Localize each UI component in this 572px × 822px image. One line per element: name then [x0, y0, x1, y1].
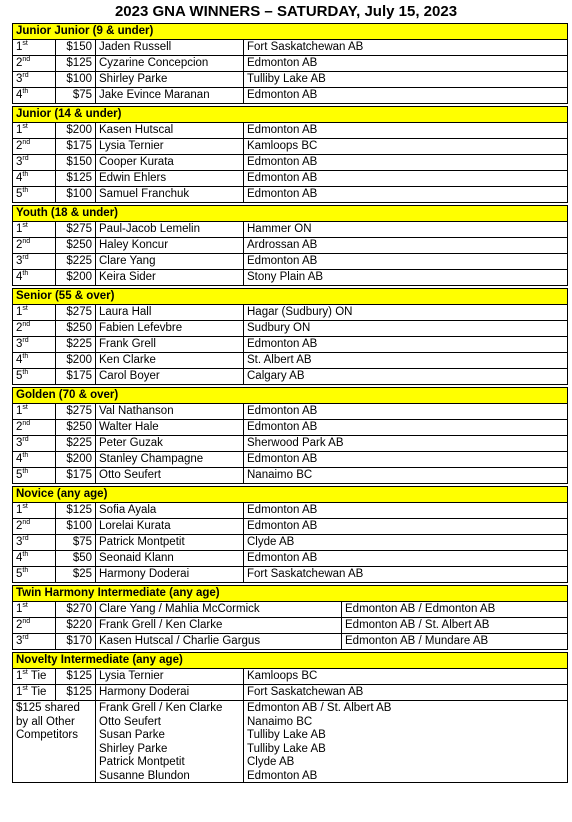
winner-name: Shirley Parke [96, 72, 244, 88]
tie-label: Tie [27, 686, 47, 698]
table-row [13, 72, 568, 88]
page-title: 2023 GNA WINNERS – SATURDAY, July 15, 2023 [114, 3, 458, 20]
table-row [13, 56, 568, 72]
table-row [13, 618, 568, 634]
place-cell [13, 618, 56, 634]
section-header: Golden (70 & over) [13, 388, 568, 404]
winner-location: Hagar (Sudbury) ON [244, 305, 568, 321]
winner-location: Edmonton AB [244, 254, 568, 270]
prize-amount: $175 [56, 369, 96, 385]
table-row [13, 420, 568, 436]
winner-location: Clyde AB [244, 535, 568, 551]
place-number: 3 [16, 536, 23, 548]
place-suffix: st [22, 222, 28, 230]
table-row [13, 139, 568, 155]
place-number: 1 [16, 504, 23, 516]
place-suffix: st [22, 123, 28, 131]
prize-amount: $175 [56, 468, 96, 484]
winner-name: Kasen Hutscal / Charlie Gargus [96, 634, 342, 650]
table-row [13, 123, 568, 139]
section-header: Senior (55 & over) [13, 289, 568, 305]
prize-amount: $200 [56, 353, 96, 369]
place-number: 2 [16, 239, 23, 251]
table-row [13, 270, 568, 286]
place-cell [13, 305, 56, 321]
prize-amount: $100 [56, 187, 96, 203]
winners-list [12, 23, 567, 783]
place-number: 5 [16, 188, 23, 200]
winner-location: Hammer ON [244, 222, 568, 238]
place-cell [13, 503, 56, 519]
place-number: 1 [16, 306, 23, 318]
place-number: 1 [16, 124, 23, 136]
place-suffix: th [22, 171, 29, 179]
place-suffix: st [22, 40, 28, 48]
place-number: 5 [16, 568, 23, 580]
place-cell [13, 123, 56, 139]
winner-name: Laura Hall [96, 305, 244, 321]
shared-label-line: Competitors [16, 729, 78, 741]
place-number: 1 [16, 405, 23, 417]
winner-location: Edmonton AB [244, 56, 568, 72]
prize-amount: $125 [56, 56, 96, 72]
prize-amount: $275 [56, 404, 96, 420]
winner-location: Sudbury ON [244, 321, 568, 337]
section-header: Junior Junior (9 & under) [13, 24, 568, 40]
section-header-row [13, 206, 568, 222]
prize-amount: $220 [56, 618, 96, 634]
winner-name: Harmony Doderai [96, 685, 244, 701]
place-suffix: nd [22, 139, 31, 147]
place-suffix: nd [22, 238, 31, 246]
table-row [13, 551, 568, 567]
place-number: 3 [16, 156, 23, 168]
winner-name: Otto Seufert [96, 468, 244, 484]
prize-amount: $100 [56, 519, 96, 535]
table-row [13, 436, 568, 452]
place-cell [13, 404, 56, 420]
table-row [13, 353, 568, 369]
place-suffix: th [22, 452, 29, 460]
winner-name: Frank Grell / Ken Clarke [96, 618, 342, 634]
place-cell [13, 567, 56, 583]
winner-name: Cyzarine Concepcion [96, 56, 244, 72]
winner-location: Nanaimo BC [247, 715, 313, 728]
place-number: 2 [16, 421, 23, 433]
place-suffix: st [22, 685, 28, 693]
place-suffix: nd [22, 519, 31, 527]
prize-amount: $275 [56, 222, 96, 238]
table-row [13, 369, 568, 385]
winner-location: Edmonton AB [244, 503, 568, 519]
place-suffix: st [22, 305, 28, 313]
place-number: 4 [16, 172, 23, 184]
section-header-row [13, 586, 568, 602]
results-section [12, 387, 568, 484]
prize-amount: $200 [56, 452, 96, 468]
winner-name: Cooper Kurata [96, 155, 244, 171]
place-suffix: nd [22, 321, 31, 329]
section-header-row [13, 487, 568, 503]
place-number: 5 [16, 370, 23, 382]
place-number: 3 [16, 635, 23, 647]
section-header: Novice (any age) [13, 487, 568, 503]
place-suffix: rd [22, 254, 29, 262]
winner-location: Clyde AB [247, 756, 295, 768]
table-row [13, 155, 568, 171]
section-header: Twin Harmony Intermediate (any age) [13, 586, 568, 602]
winner-location: Edmonton AB [244, 404, 568, 420]
place-cell [13, 155, 56, 171]
table-row [13, 40, 568, 56]
section-header: Novelty Intermediate (any age) [13, 653, 568, 669]
shared-names [96, 701, 244, 783]
prize-amount: $250 [56, 420, 96, 436]
winner-location: Calgary AB [244, 369, 568, 385]
section-header-row [13, 653, 568, 669]
prize-amount: $175 [56, 139, 96, 155]
prize-amount: $250 [56, 238, 96, 254]
place-number: 5 [16, 469, 23, 481]
prize-amount: $125 [56, 503, 96, 519]
table-row [13, 634, 568, 650]
place-suffix: st [22, 503, 28, 511]
table-row [13, 305, 568, 321]
place-number: 2 [16, 322, 23, 334]
winner-name: Sofia Ayala [96, 503, 244, 519]
winner-name: Kasen Hutscal [96, 123, 244, 139]
winner-location: Edmonton AB [244, 123, 568, 139]
place-cell [13, 321, 56, 337]
winner-location: Kamloops BC [244, 139, 568, 155]
shared-prize-label [13, 701, 96, 783]
winner-location: Edmonton AB [244, 187, 568, 203]
place-cell [13, 171, 56, 187]
table-row [13, 468, 568, 484]
place-number: 3 [16, 437, 23, 449]
results-section [12, 106, 568, 203]
section-header-row [13, 107, 568, 123]
table-row [13, 452, 568, 468]
winner-name: Peter Guzak [96, 436, 244, 452]
place-suffix: th [22, 270, 29, 278]
prize-amount: $75 [56, 88, 96, 104]
place-cell [13, 369, 56, 385]
prize-amount: $125 [56, 171, 96, 187]
section-header: Junior (14 & under) [13, 107, 568, 123]
place-cell [13, 139, 56, 155]
place-suffix: nd [22, 420, 31, 428]
table-row [13, 254, 568, 270]
table-row [13, 321, 568, 337]
winner-location: Tulliby Lake AB [244, 72, 568, 88]
table-row [13, 171, 568, 187]
prize-amount: $125 [56, 669, 96, 685]
place-number: 4 [16, 271, 23, 283]
prize-amount: $25 [56, 567, 96, 583]
winner-location: Sherwood Park AB [244, 436, 568, 452]
winner-name: Lysia Ternier [96, 139, 244, 155]
winner-name: Paul-Jacob Lemelin [96, 222, 244, 238]
place-suffix: rd [22, 155, 29, 163]
place-suffix: th [22, 187, 29, 195]
winner-name: Susan Parke [99, 729, 165, 741]
place-cell [13, 40, 56, 56]
winner-location: Tulliby Lake AB [247, 729, 326, 741]
place-number: 2 [16, 140, 23, 152]
place-number: 1 [16, 223, 23, 235]
winner-location: Fort Saskatchewan AB [244, 685, 568, 701]
place-suffix: th [22, 353, 29, 361]
place-number: 4 [16, 552, 23, 564]
place-suffix: th [22, 567, 29, 575]
winner-name: Otto Seufert [99, 715, 162, 728]
place-cell [13, 551, 56, 567]
table-row [13, 519, 568, 535]
table-row [13, 222, 568, 238]
place-cell [13, 88, 56, 104]
winner-name: Frank Grell / Ken Clarke [99, 702, 223, 714]
winner-name: Walter Hale [96, 420, 244, 436]
winner-location: Tulliby Lake AB [247, 742, 326, 755]
winner-location: Edmonton AB [244, 551, 568, 567]
place-cell [13, 519, 56, 535]
place-cell [13, 436, 56, 452]
winner-name: Patrick Montpetit [96, 535, 244, 551]
winner-name: Val Nathanson [96, 404, 244, 420]
place-number: 2 [16, 57, 23, 69]
section-header: Youth (18 & under) [13, 206, 568, 222]
winner-location: Edmonton AB [244, 519, 568, 535]
place-cell [13, 353, 56, 369]
shared-label-line: by all Other [16, 715, 75, 728]
place-number: 1 [16, 603, 23, 615]
winner-location: Stony Plain AB [244, 270, 568, 286]
winner-name: Seonaid Klann [96, 551, 244, 567]
prize-amount: $225 [56, 436, 96, 452]
place-suffix: th [22, 551, 29, 559]
winner-location: Edmonton AB [244, 155, 568, 171]
winner-name: Clare Yang [96, 254, 244, 270]
shared-label-line: $125 shared [16, 702, 80, 714]
place-number: 2 [16, 619, 23, 631]
table-row [13, 503, 568, 519]
winner-name: Lysia Ternier [96, 669, 244, 685]
winner-name: Shirley Parke [99, 742, 168, 755]
results-section [12, 288, 568, 385]
place-cell [13, 270, 56, 286]
place-cell [13, 420, 56, 436]
prize-amount: $275 [56, 305, 96, 321]
winner-name: Clare Yang / Mahlia McCormick [96, 602, 342, 618]
winner-name: Ken Clarke [96, 353, 244, 369]
place-suffix: st [22, 669, 28, 677]
place-suffix: th [22, 369, 29, 377]
section-header-row [13, 24, 568, 40]
table-row [13, 602, 568, 618]
winner-location: Edmonton AB [244, 337, 568, 353]
winner-location: Edmonton AB / Edmonton AB [342, 602, 568, 618]
results-section [12, 205, 568, 286]
place-cell [13, 254, 56, 270]
place-number: 1 [16, 670, 23, 682]
winner-location: Nanaimo BC [244, 468, 568, 484]
winner-name: Frank Grell [96, 337, 244, 353]
place-number: 4 [16, 354, 23, 366]
results-section [12, 486, 568, 583]
table-row [13, 404, 568, 420]
table-row [13, 337, 568, 353]
place-number: 1 [16, 41, 23, 53]
prize-amount: $75 [56, 535, 96, 551]
prize-amount: $100 [56, 72, 96, 88]
winner-name: Samuel Franchuk [96, 187, 244, 203]
place-suffix: nd [22, 56, 31, 64]
prize-amount: $200 [56, 123, 96, 139]
shared-locations [244, 701, 568, 783]
section-header-row [13, 388, 568, 404]
prize-amount: $225 [56, 254, 96, 270]
place-suffix: rd [22, 72, 29, 80]
place-number: 3 [16, 338, 23, 350]
winner-name: Jake Evince Maranan [96, 88, 244, 104]
winner-location: Edmonton AB [244, 88, 568, 104]
prize-amount: $50 [56, 551, 96, 567]
place-cell [13, 468, 56, 484]
table-row [13, 88, 568, 104]
winner-location: Edmonton AB / St. Albert AB [247, 702, 392, 714]
place-suffix: rd [22, 535, 29, 543]
place-cell [13, 685, 56, 701]
winner-location: Edmonton AB [244, 420, 568, 436]
winner-name: Lorelai Kurata [96, 519, 244, 535]
place-cell [13, 238, 56, 254]
place-number: 4 [16, 453, 23, 465]
place-number: 1 [16, 686, 23, 698]
shared-prize-row [13, 701, 568, 783]
prize-amount: $170 [56, 634, 96, 650]
place-cell [13, 56, 56, 72]
place-cell [13, 452, 56, 468]
table-row [13, 238, 568, 254]
winner-location: Edmonton AB [244, 452, 568, 468]
prize-amount: $150 [56, 155, 96, 171]
winner-name: Fabien Lefevbre [96, 321, 244, 337]
place-number: 3 [16, 255, 23, 267]
winner-name: Susanne Blundon [99, 769, 190, 782]
winner-location: Ardrossan AB [244, 238, 568, 254]
winner-name: Carol Boyer [96, 369, 244, 385]
place-number: 2 [16, 520, 23, 532]
prize-amount: $150 [56, 40, 96, 56]
place-cell [13, 72, 56, 88]
place-number: 4 [16, 89, 23, 101]
place-suffix: rd [22, 634, 29, 642]
place-number: 3 [16, 73, 23, 85]
prize-amount: $125 [56, 685, 96, 701]
winner-location: Edmonton AB [247, 769, 318, 782]
place-cell [13, 602, 56, 618]
tie-label: Tie [27, 670, 47, 682]
results-section [12, 23, 568, 104]
winner-location: Edmonton AB / St. Albert AB [342, 618, 568, 634]
winner-name: Edwin Ehlers [96, 171, 244, 187]
prize-amount: $250 [56, 321, 96, 337]
prize-amount: $270 [56, 602, 96, 618]
place-cell [13, 634, 56, 650]
table-row [13, 567, 568, 583]
place-suffix: st [22, 602, 28, 610]
winner-name: Jaden Russell [96, 40, 244, 56]
table-row [13, 685, 568, 701]
place-cell [13, 535, 56, 551]
place-suffix: st [22, 404, 28, 412]
place-suffix: nd [22, 618, 31, 626]
winner-name: Keira Sider [96, 270, 244, 286]
place-suffix: rd [22, 436, 29, 444]
place-suffix: th [22, 468, 29, 476]
winner-name: Patrick Montpetit [99, 756, 185, 768]
place-cell [13, 222, 56, 238]
winner-location: St. Albert AB [244, 353, 568, 369]
winner-name: Stanley Champagne [96, 452, 244, 468]
section-header-row [13, 289, 568, 305]
table-row [13, 187, 568, 203]
winner-location: Fort Saskatchewan AB [244, 567, 568, 583]
results-section [12, 652, 568, 783]
prize-amount: $225 [56, 337, 96, 353]
winner-location: Fort Saskatchewan AB [244, 40, 568, 56]
winner-location: Edmonton AB / Mundare AB [342, 634, 568, 650]
place-suffix: th [22, 88, 29, 96]
winner-location: Edmonton AB [244, 171, 568, 187]
winner-name: Haley Koncur [96, 238, 244, 254]
place-cell [13, 187, 56, 203]
results-section [12, 585, 568, 650]
place-suffix: rd [22, 337, 29, 345]
winner-name: Harmony Doderai [96, 567, 244, 583]
prize-amount: $200 [56, 270, 96, 286]
table-row [13, 535, 568, 551]
place-cell [13, 337, 56, 353]
table-row [13, 669, 568, 685]
place-cell [13, 669, 56, 685]
winner-location: Kamloops BC [244, 669, 568, 685]
